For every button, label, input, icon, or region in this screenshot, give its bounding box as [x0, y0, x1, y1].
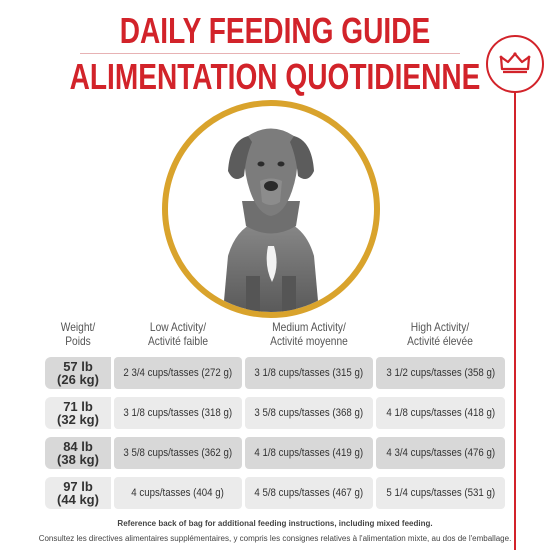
low-activity-value: 4 cups/tasses (404 g) — [131, 487, 225, 499]
weight-lb: 57 lb — [63, 359, 93, 374]
table-row — [45, 477, 505, 509]
weight-kg: (38 kg) — [57, 452, 99, 467]
high-activity-value: 5 1/4 cups/tasses (531 g) — [386, 487, 495, 499]
header-low-line2: Activité faible — [147, 334, 209, 348]
low-activity-cell — [114, 397, 242, 429]
low-activity-cell — [114, 357, 242, 389]
weight-cell — [45, 397, 111, 429]
header-medium-line2: Activité moyenne — [270, 334, 348, 348]
table-row — [45, 357, 505, 389]
table-row — [45, 437, 505, 469]
weight-kg: (32 kg) — [57, 412, 99, 427]
header-weight-line1: Weight/ — [60, 320, 96, 334]
footnote-french: Consultez les directives alimentaires supplémentaires, y compris les consignes relatives à l'alimentation mixte, au dos de l'emballage. — [38, 534, 512, 543]
high-activity-value: 3 1/2 cups/tasses (358 g) — [386, 367, 495, 379]
medium-activity-value: 4 5/8 cups/tasses (467 g) — [254, 487, 364, 499]
high-activity-value: 4 3/4 cups/tasses (476 g) — [386, 447, 495, 459]
weight-kg: (26 kg) — [57, 372, 99, 387]
medium-activity-cell — [245, 477, 373, 509]
medium-activity-value: 4 1/8 cups/tasses (419 g) — [254, 447, 364, 459]
footnote-english: Reference back of bag for additional feeding instructions, including mixed feeding. — [117, 519, 433, 528]
weight-cell — [45, 437, 111, 469]
table-row — [45, 397, 505, 429]
header-high-line1: High Activity/ — [410, 320, 470, 334]
title-french: ALIMENTATION QUOTIDIENNE — [69, 56, 481, 97]
title-english: DAILY FEEDING GUIDE — [119, 10, 431, 51]
medium-activity-value: 3 5/8 cups/tasses (368 g) — [254, 407, 364, 419]
high-activity-cell — [376, 357, 505, 389]
low-activity-cell — [114, 437, 242, 469]
header-high-activity — [386, 320, 495, 348]
side-rule — [514, 85, 516, 550]
high-activity-cell — [376, 477, 505, 509]
low-activity-cell — [114, 477, 242, 509]
weight-lb: 97 lb — [63, 479, 93, 494]
low-activity-value: 3 5/8 cups/tasses (362 g) — [123, 447, 233, 459]
brand-badge — [486, 35, 544, 93]
medium-activity-cell — [245, 437, 373, 469]
dog-image — [168, 106, 374, 312]
low-activity-value: 3 1/8 cups/tasses (318 g) — [123, 407, 233, 419]
weight-cell — [45, 477, 111, 509]
high-activity-value: 4 1/8 cups/tasses (418 g) — [386, 407, 495, 419]
weight-cell — [45, 357, 111, 389]
header-weight-line2: Poids — [65, 334, 91, 348]
header-high-line2: Activité élevée — [407, 334, 473, 348]
weight-lb: 84 lb — [63, 439, 93, 454]
header-medium-activity — [255, 320, 364, 348]
weight-kg: (44 kg) — [57, 492, 99, 507]
medium-activity-cell — [245, 397, 373, 429]
high-activity-cell — [376, 397, 505, 429]
medium-activity-cell — [245, 357, 373, 389]
high-activity-cell — [376, 437, 505, 469]
low-activity-value: 2 3/4 cups/tasses (272 g) — [123, 367, 233, 379]
crown-icon — [499, 51, 531, 75]
header-low-line1: Low Activity/ — [149, 320, 207, 334]
medium-activity-value: 3 1/8 cups/tasses (315 g) — [254, 367, 364, 379]
dog-portrait — [162, 100, 380, 318]
header-weight — [50, 320, 106, 348]
header-medium-line1: Medium Activity/ — [272, 320, 346, 334]
title-divider — [80, 53, 460, 54]
header-low-activity — [124, 320, 233, 348]
weight-lb: 71 lb — [63, 399, 93, 414]
